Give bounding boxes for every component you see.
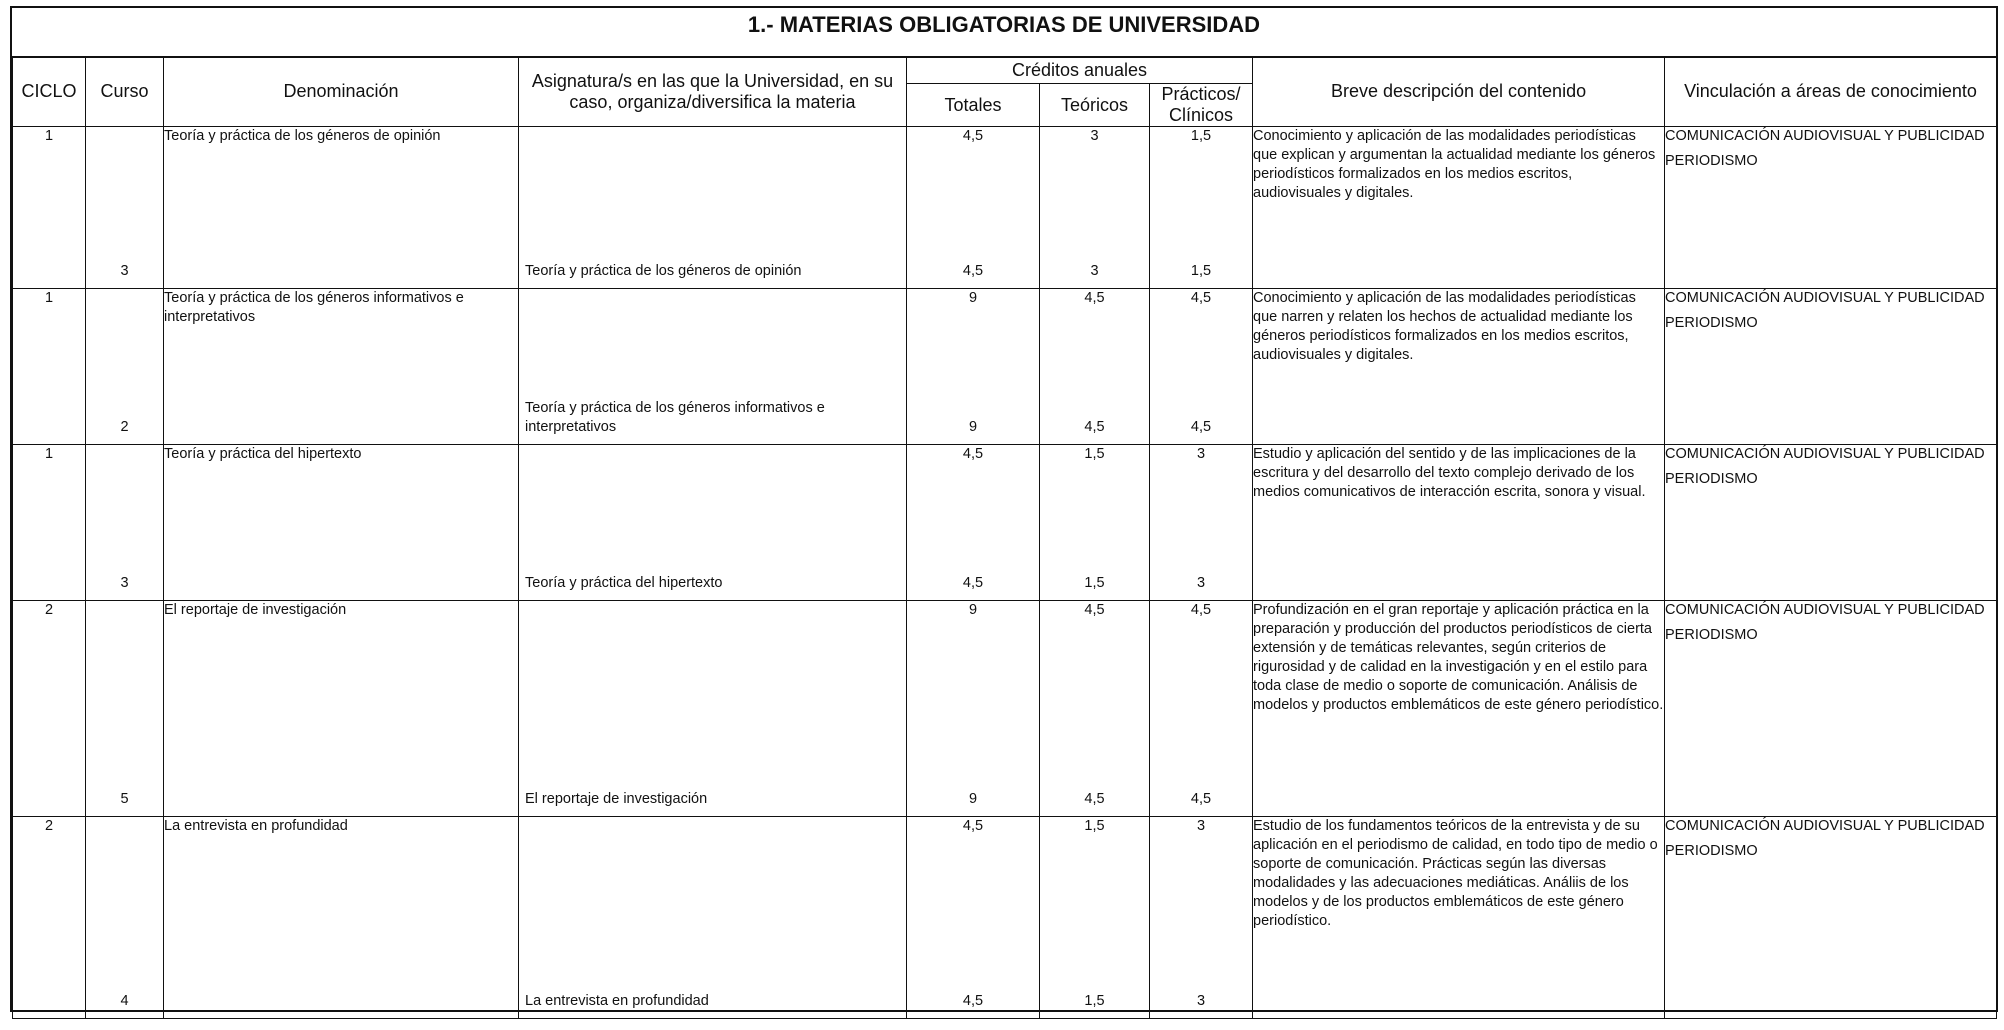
vinculacion-cell <box>1665 289 1997 445</box>
practicos-value: 4,5 <box>1190 602 1212 618</box>
header-teoricos: Teóricos <box>1040 84 1150 127</box>
area-value: COMUNICACIÓN AUDIOVISUAL Y PUBLICIDAD <box>1665 818 1985 834</box>
table-row <box>13 289 1997 445</box>
denominacion-value: El reportaje de investigación <box>164 602 347 618</box>
totales-value: 4,5 <box>962 818 984 834</box>
ciclo-value: 2 <box>44 602 54 618</box>
ciclo-cell <box>13 127 86 289</box>
area-value: COMUNICACIÓN AUDIOVISUAL Y PUBLICIDAD <box>1665 446 1985 462</box>
asignatura-cell <box>519 445 907 601</box>
asig-totales-value: 4,5 <box>962 263 984 279</box>
table-row <box>13 817 1997 1019</box>
curso-cell <box>86 445 164 601</box>
totales-cell <box>907 289 1040 445</box>
asig-totales-value: 4,5 <box>962 575 984 591</box>
denominacion-cell <box>164 601 519 817</box>
header-practicos: Prácticos/ Clínicos <box>1150 84 1253 127</box>
asig-totales-value: 9 <box>968 791 978 807</box>
denominacion-value: Teoría y práctica de los géneros de opinión <box>164 128 441 144</box>
teoricos-value: 1,5 <box>1084 446 1105 462</box>
area-value: COMUNICACIÓN AUDIOVISUAL Y PUBLICIDAD <box>1665 602 1985 618</box>
area-value: PERIODISMO <box>1665 843 1758 859</box>
ciclo-cell <box>13 601 86 817</box>
practicos-cell <box>1150 445 1253 601</box>
vinculacion-cell <box>1665 817 1997 1019</box>
descripcion-cell <box>1253 445 1665 601</box>
header-descripcion: Breve descripción del contenido <box>1253 57 1665 127</box>
denominacion-value: Teoría y práctica del hipertexto <box>164 446 362 462</box>
denominacion-value: La entrevista en profundidad <box>164 818 348 834</box>
descripcion-value: Conocimiento y aplicación de las modalidades periodísticas que narren y relaten los hechos de actualidad mediante los géneros periodísticos formalizados en los medios escritos, audiovisuales y digitales. <box>1253 290 1636 363</box>
teoricos-value: 4,5 <box>1084 290 1105 306</box>
teoricos-cell <box>1040 289 1150 445</box>
descripcion-cell <box>1253 817 1665 1019</box>
descripcion-value: Estudio de los fundamentos teóricos de la entrevista y de su aplicación en el periodismo de calidad, en todo tipo de medio o soporte de comunicación. Prácticas según las diversas modalidades y las adecuaciones mediáticas. Análiis de los modelos y de los productos emblemáticos de este género periodístico. <box>1253 818 1658 929</box>
descripcion-cell <box>1253 601 1665 817</box>
page-title: 1.- MATERIAS OBLIGATORIAS DE UNIVERSIDAD <box>12 8 1996 58</box>
teoricos-cell <box>1040 817 1150 1019</box>
vinculacion-cell <box>1665 601 1997 817</box>
table-row <box>13 127 1997 289</box>
denominacion-cell <box>164 127 519 289</box>
totales-cell <box>907 601 1040 817</box>
practicos-cell <box>1150 127 1253 289</box>
area-value: PERIODISMO <box>1665 315 1758 331</box>
header-ciclo: CICLO <box>13 57 86 127</box>
practicos-cell <box>1150 289 1253 445</box>
asig-teoricos-value: 4,5 <box>1084 419 1105 435</box>
asig-practicos-value: 3 <box>1196 993 1206 1009</box>
practicos-value: 3 <box>1196 818 1206 834</box>
teoricos-cell <box>1040 445 1150 601</box>
asignatura-value: Teoría y práctica de los géneros informativos e interpretativos <box>525 400 825 435</box>
asignatura-value: La entrevista en profundidad <box>525 993 709 1009</box>
header-totales: Totales <box>907 84 1040 127</box>
practicos-value: 3 <box>1196 446 1206 462</box>
ciclo-cell <box>13 289 86 445</box>
area-value: PERIODISMO <box>1665 627 1758 643</box>
asignatura-value: El reportaje de investigación <box>525 791 708 807</box>
area-value: PERIODISMO <box>1665 471 1758 487</box>
area-value: PERIODISMO <box>1665 153 1758 169</box>
totales-cell <box>907 817 1040 1019</box>
asignatura-cell <box>519 601 907 817</box>
denominacion-cell <box>164 817 519 1019</box>
curso-cell <box>86 289 164 445</box>
asig-teoricos-value: 1,5 <box>1084 575 1105 591</box>
asignatura-cell <box>519 817 907 1019</box>
curso-value: 4 <box>120 993 129 1009</box>
curso-cell <box>86 601 164 817</box>
totales-cell <box>907 127 1040 289</box>
totales-value: 4,5 <box>962 446 984 462</box>
teoricos-value: 4,5 <box>1084 602 1105 618</box>
ciclo-cell <box>13 817 86 1019</box>
practicos-value: 4,5 <box>1190 290 1212 306</box>
totales-value: 4,5 <box>962 128 984 144</box>
header-vinculacion: Vinculación a áreas de conocimiento <box>1665 57 1997 127</box>
asig-practicos-value: 4,5 <box>1190 419 1212 435</box>
teoricos-value: 3 <box>1090 128 1099 144</box>
descripcion-value: Estudio y aplicación del sentido y de las implicaciones de la escritura y del desarrollo del texto complejo derivado de los medios comunicativos de interacción escrita, sonora y visual. <box>1253 446 1646 500</box>
denominacion-cell <box>164 445 519 601</box>
header-creditos-anuales: Créditos anuales <box>907 57 1253 84</box>
area-value: COMUNICACIÓN AUDIOVISUAL Y PUBLICIDAD <box>1665 128 1985 144</box>
totales-value: 9 <box>968 602 978 618</box>
denominacion-value: Teoría y práctica de los géneros informativos e interpretativos <box>164 290 464 325</box>
descripcion-cell <box>1253 127 1665 289</box>
asig-totales-value: 9 <box>968 419 978 435</box>
practicos-value: 1,5 <box>1190 128 1212 144</box>
curso-cell <box>86 127 164 289</box>
curso-value: 3 <box>120 263 129 279</box>
table-row <box>13 601 1997 817</box>
ciclo-value: 2 <box>44 818 54 834</box>
asig-teoricos-value: 4,5 <box>1084 791 1105 807</box>
vinculacion-cell <box>1665 127 1997 289</box>
totales-cell <box>907 445 1040 601</box>
document-sheet <box>10 6 1998 1012</box>
header-asignatura: Asignatura/s en las que la Universidad, en su caso, organiza/diversifica la materia <box>519 57 907 127</box>
asig-practicos-value: 4,5 <box>1190 791 1212 807</box>
asignatura-cell <box>519 289 907 445</box>
teoricos-cell <box>1040 127 1150 289</box>
ciclo-cell <box>13 445 86 601</box>
practicos-cell <box>1150 601 1253 817</box>
asignatura-value: Teoría y práctica del hipertexto <box>525 575 723 591</box>
curso-value: 3 <box>120 575 129 591</box>
teoricos-cell <box>1040 601 1150 817</box>
ciclo-value: 1 <box>44 290 54 306</box>
curso-value: 5 <box>120 791 129 807</box>
asig-teoricos-value: 1,5 <box>1084 993 1105 1009</box>
curso-value: 2 <box>120 419 129 435</box>
ciclo-value: 1 <box>44 128 54 144</box>
header-denominacion: Denominación <box>164 57 519 127</box>
vinculacion-cell <box>1665 445 1997 601</box>
asig-practicos-value: 3 <box>1196 575 1206 591</box>
header-curso: Curso <box>86 57 164 127</box>
asig-practicos-value: 1,5 <box>1190 263 1212 279</box>
asig-totales-value: 4,5 <box>962 993 984 1009</box>
materias-table <box>12 56 1997 1019</box>
asignatura-cell <box>519 127 907 289</box>
asig-teoricos-value: 3 <box>1090 263 1099 279</box>
denominacion-cell <box>164 289 519 445</box>
descripcion-value: Conocimiento y aplicación de las modalidades periodísticas que explican y argumentan la actualidad mediante los géneros periodísticos formalizados en los medios escritos, audiovisuales y digitales. <box>1253 128 1656 201</box>
ciclo-value: 1 <box>44 446 54 462</box>
curso-cell <box>86 817 164 1019</box>
table-body <box>13 127 1997 1019</box>
teoricos-value: 1,5 <box>1084 818 1105 834</box>
descripcion-cell <box>1253 289 1665 445</box>
totales-value: 9 <box>968 290 978 306</box>
table-row <box>13 445 1997 601</box>
area-value: COMUNICACIÓN AUDIOVISUAL Y PUBLICIDAD <box>1665 290 1985 306</box>
practicos-cell <box>1150 817 1253 1019</box>
descripcion-value: Profundización en el gran reportaje y aplicación práctica en la preparación y producción del productos periodísticos de cierta extensión y de temáticas relevantes, según criterios de rigurosidad y de calidad en la investigación y en el estilo para toda clase de medio o soporte de comunicación. Análisis de modelos y productos emblemáticos de este género periodístico. <box>1253 602 1664 713</box>
asignatura-value: Teoría y práctica de los géneros de opinión <box>525 263 802 279</box>
